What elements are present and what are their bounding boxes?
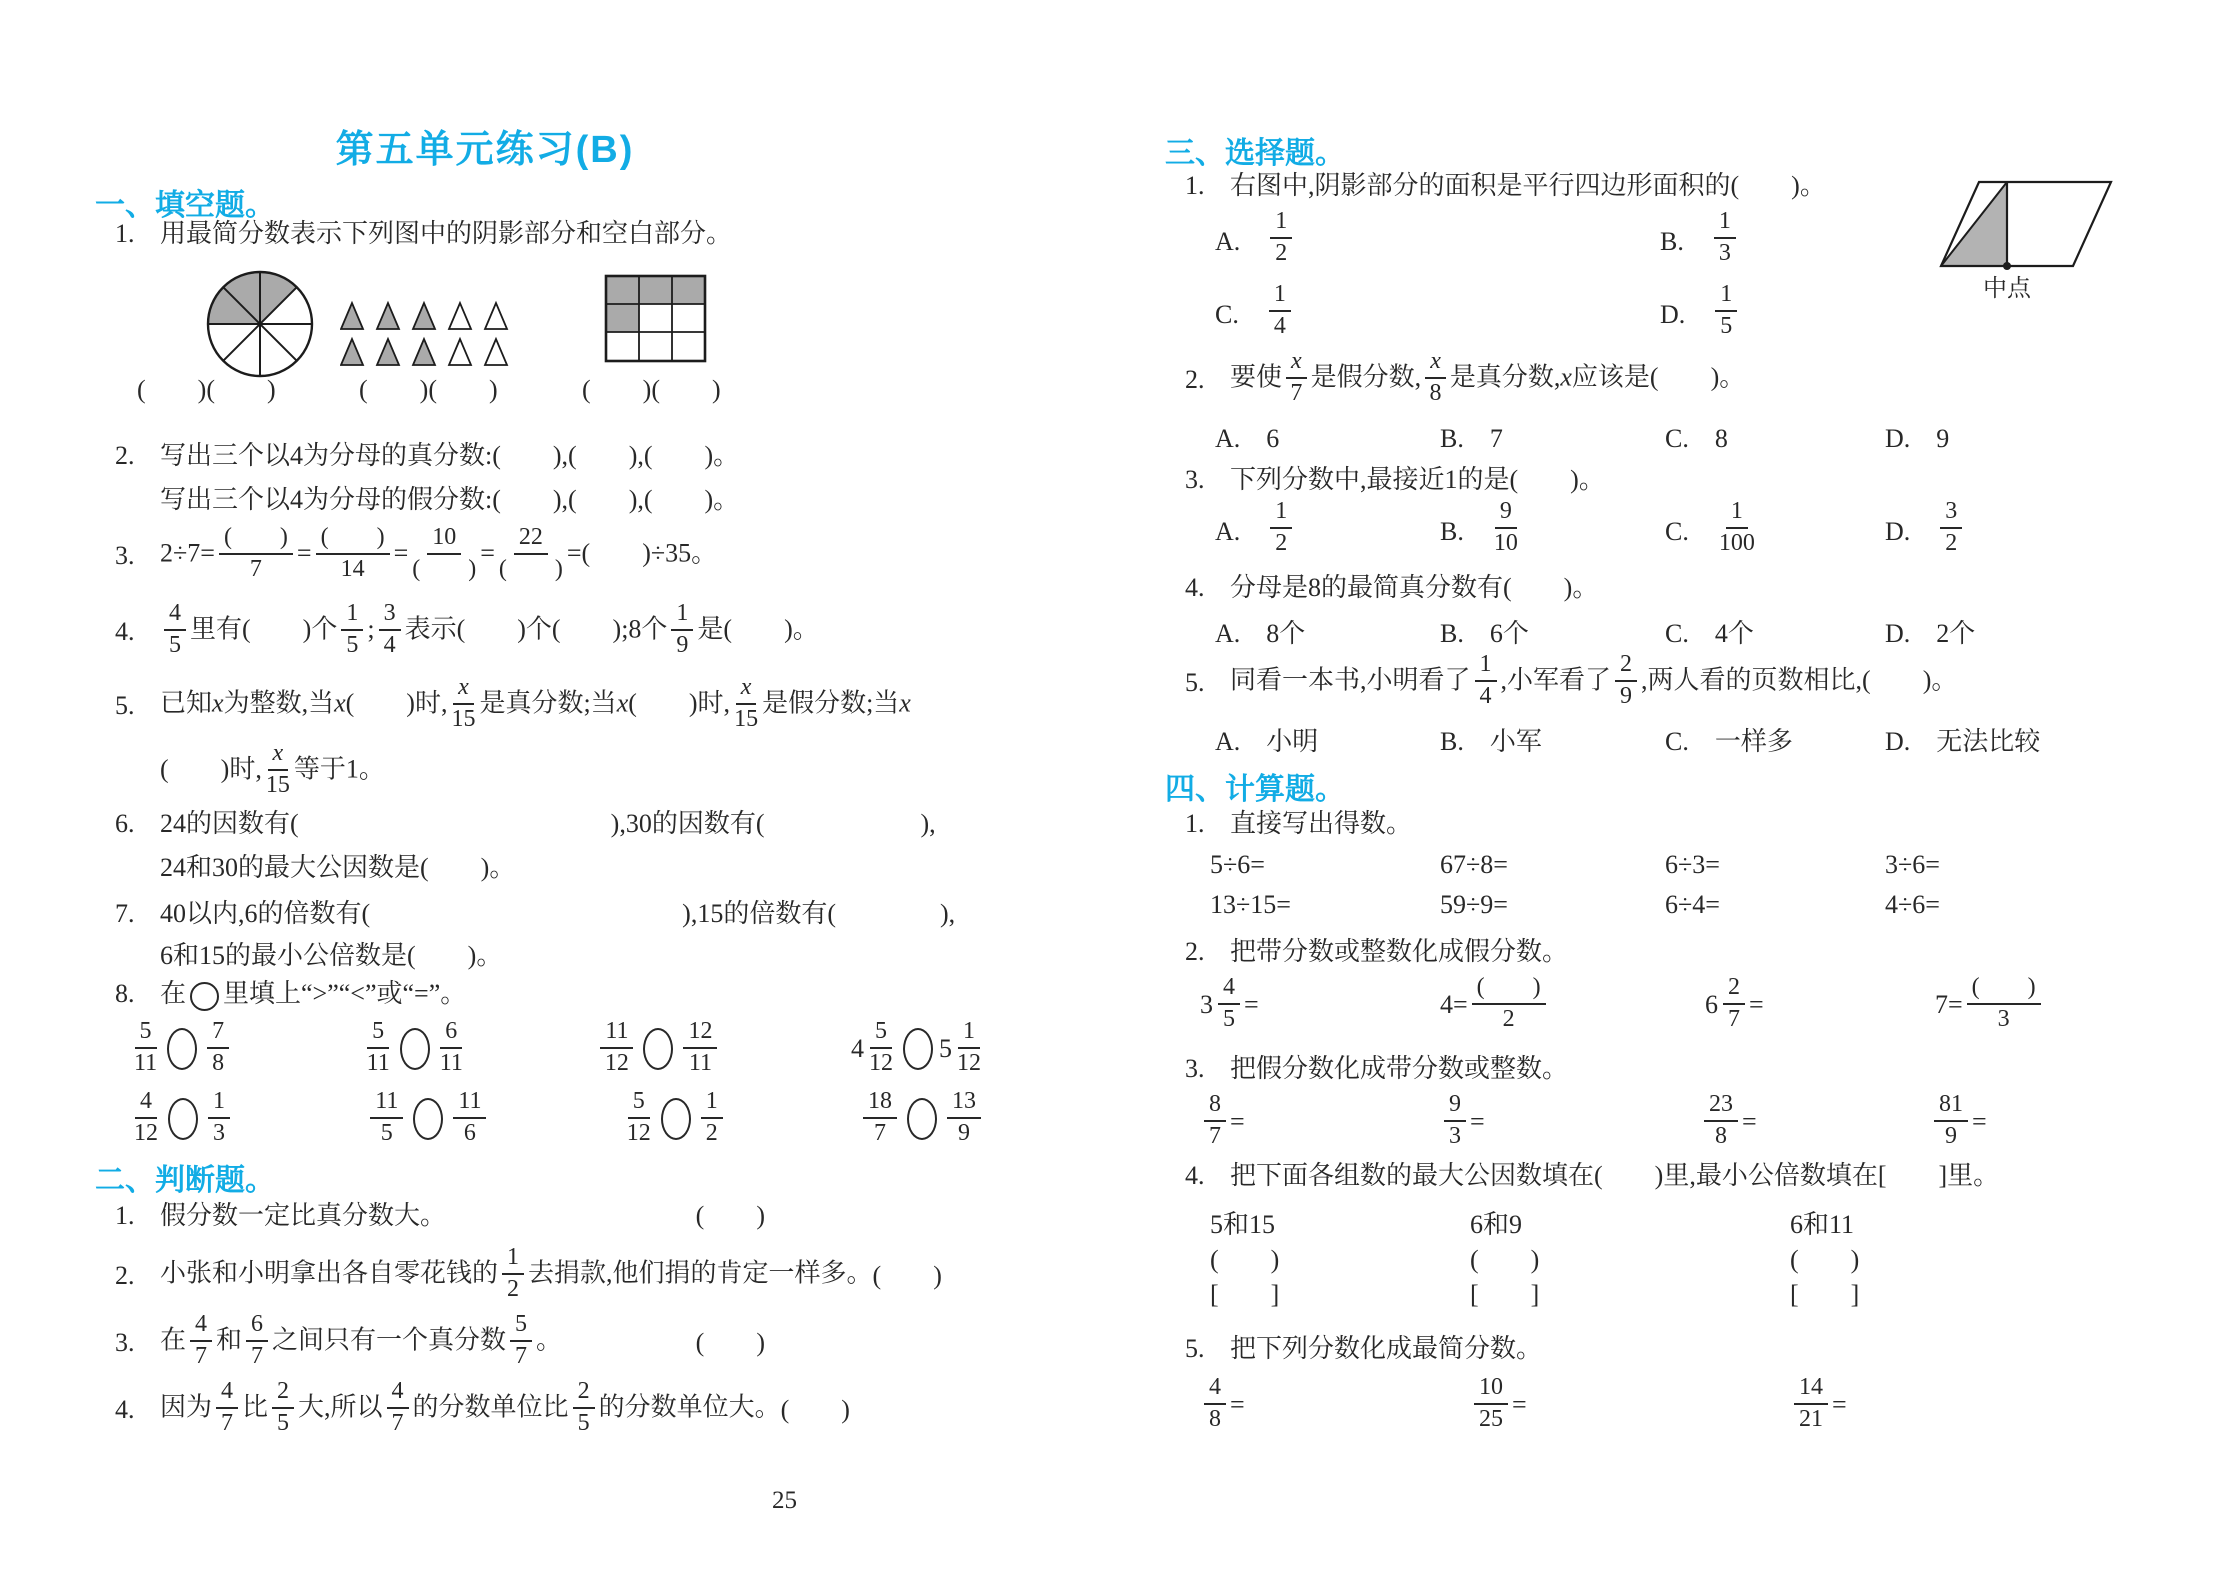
fill-q8-head [115, 976, 466, 1011]
calc-q1-row1 [1210, 850, 1940, 880]
triangle-group-figure [340, 299, 510, 369]
question-number: 1. [1185, 809, 1205, 838]
question-number: 5. [1185, 667, 1205, 697]
page-title: 第五单元练习(B) [335, 129, 635, 171]
option-c: C. 8 [1665, 424, 1728, 453]
calc-q2-row [1200, 976, 2045, 1035]
question-text: 把下面各组数的最大公因数填在( )里,最小公倍数填在[ ]里。 [1230, 1161, 2000, 1190]
choice-q2-options [1215, 418, 1949, 455]
judge-item-3 [115, 1313, 765, 1372]
choice-q5 [1185, 653, 1957, 712]
calc-q3-row [1200, 1093, 1987, 1152]
calc-q5-row [1200, 1376, 1847, 1435]
lcm-blank: [ ] [1210, 1280, 1280, 1309]
left-column [95, 0, 1095, 1571]
expression: 4÷6= [1885, 890, 1940, 919]
option-b: B. $\frac{9}{10}$ [1440, 498, 1518, 556]
question-text: 在 $\frac{4}{7}$ 和 $\frac{6}{7}$ 之间只有一个真分数 $\frac{5}{7}$ 。 [160, 1311, 563, 1369]
judge-item-4 [115, 1378, 850, 1439]
question-number: 2. [1185, 937, 1205, 966]
question-number: 1. [115, 1201, 135, 1230]
expression: $\frac{81}{9}$ = [1930, 1093, 1987, 1152]
option-a: A. 8个 [1215, 619, 1306, 648]
judge-item-2 [115, 1244, 942, 1305]
question-text: 40以内,6的倍数有( ),15的倍数有( ), [160, 899, 956, 928]
expression: 6 $\frac{2}{7}$ = [1705, 974, 1764, 1032]
section-heading-fill-in: 一、填空题。 [95, 189, 275, 222]
expression: $\frac{4}{8}$ = [1200, 1376, 1470, 1435]
choice-q1-options [1215, 210, 1741, 342]
right-column [1165, 0, 2185, 1571]
question-text: 要使 $\frac{x}{7}$ 是假分数, $\frac{x}{8}$ 是真分数,x应该是( )。 [1230, 348, 1746, 406]
question-number: 3. [115, 540, 135, 570]
option-a: A. 6 [1215, 424, 1280, 453]
pair-label: 6和11 [1790, 1210, 1855, 1239]
question-text: 把下列分数化成最简分数。 [1230, 1334, 1543, 1363]
option-c: C. 一样多 [1665, 727, 1793, 756]
pair-label: 6和9 [1470, 1210, 1523, 1239]
section-heading-calc: 四、计算题。 [1165, 773, 1345, 806]
option-d: D. $\frac{1}{5}$ [1660, 283, 1741, 342]
option-d: D. 2个 [1885, 619, 1976, 648]
choice-q1 [1185, 168, 1826, 203]
fill-q6-line2 [115, 850, 515, 885]
compare-item: $\frac{4}{12}$ $\frac{1}{3}$ [130, 1090, 234, 1149]
choice-q3-options [1215, 500, 1966, 559]
question-number: 3. [1185, 465, 1205, 494]
compare-item: $\frac{5}{12}$ $\frac{1}{2}$ [623, 1090, 727, 1149]
question-text: 写出三个以4为分母的真分数:( ),( ),( )。 [160, 441, 740, 470]
compare-row-1 [130, 1020, 985, 1079]
number-pair-group [1210, 1205, 1470, 1310]
grid-fraction-figure [604, 274, 708, 364]
blank-pair-triangles: ( )( ) [359, 375, 498, 405]
expression: $\frac{8}{7}$ = [1200, 1093, 1440, 1152]
compare-row-2 [130, 1090, 985, 1149]
question-text: 同看一本书,小明看了 $\frac{1}{4}$ ,小军看了 $\frac{2}{9}$ ,两人看的页数相比,( )。 [1230, 651, 1958, 709]
choice-q3 [1185, 462, 1605, 497]
calc-q1 [1185, 806, 1412, 841]
question-number: 4. [115, 616, 135, 646]
question-number: 5. [115, 690, 135, 720]
calc-q3 [1185, 1051, 1568, 1086]
option-d: D. 9 [1885, 424, 1950, 453]
judge-answer-blank: ( ) [872, 1260, 942, 1290]
expression: 4= $\frac{( )}{2}$ [1440, 976, 1705, 1035]
calc-q4 [1185, 1158, 1999, 1193]
expression: 13÷15= [1210, 890, 1291, 919]
calc-q2 [1185, 934, 1568, 969]
question-number: 2. [115, 441, 135, 470]
calc-q4-groups [1210, 1205, 1859, 1310]
gcf-blank: ( ) [1790, 1245, 1860, 1274]
question-text: 24和30的最大公因数是( )。 [160, 853, 516, 882]
question-text: 2÷7= $\frac{( )}{7}$ = $\frac{( )}{14}$ = $\frac{10}{( )}$ = $\frac{22}{( )}$ =( )÷35。 [160, 524, 718, 582]
question-text: 用最简分数表示下列图中的阴影部分和空白部分。 [160, 219, 733, 248]
fill-q6-line1 [115, 806, 936, 841]
expression: $\frac{9}{3}$ = [1440, 1093, 1700, 1152]
fill-q5-line1 [115, 676, 911, 735]
expression: 3 $\frac{4}{5}$ = [1200, 974, 1259, 1032]
question-text: 写出三个以4为分母的假分数:( ),( ),( )。 [160, 485, 740, 514]
question-text: 6和15的最小公倍数是( )。 [160, 941, 503, 970]
number-pair-group [1470, 1205, 1790, 1310]
compare-item: $\frac{11}{12}$ $\frac{12}{11}$ [596, 1020, 721, 1079]
fill-q7-line2 [115, 938, 502, 973]
option-c: C. 4个 [1665, 619, 1754, 648]
question-number: 5. [1185, 1334, 1205, 1363]
question-number: 4. [115, 1394, 135, 1424]
compare-item: $\frac{11}{5}$ $\frac{11}{6}$ [366, 1090, 490, 1149]
question-text: ( )时, $\frac{x}{15}$ 等于1。 [160, 740, 385, 798]
expression: $\frac{23}{8}$ = [1700, 1093, 1930, 1152]
choice-q2 [1185, 350, 1745, 409]
expression: $\frac{14}{21}$ = [1790, 1376, 1847, 1435]
question-text: $\frac{4}{5}$ 里有( )个 $\frac{1}{5}$ ; $\frac{3}{4}$ 表示( )个( );8个 $\frac{1}{9}$ 是( )。 [160, 602, 819, 661]
question-text: 24的因数有( ),30的因数有( ), [160, 809, 936, 838]
expression: 67÷8= [1440, 850, 1508, 879]
question-text: 把带分数或整数化成假分数。 [1230, 937, 1569, 966]
section-heading-choice: 三、选择题。 [1165, 137, 1345, 170]
question-number: 7. [115, 899, 135, 928]
expression: 6÷3= [1665, 850, 1720, 879]
calc-q1-row2 [1210, 890, 1940, 920]
number-pair-group [1790, 1205, 1859, 1310]
judge-answer-blank: ( ) [695, 1201, 765, 1230]
fill-q2-line1 [115, 438, 739, 473]
option-b: B. 6个 [1440, 619, 1529, 648]
question-number: 2. [115, 1260, 135, 1290]
option-b: B. 小军 [1440, 727, 1542, 756]
expression: 3÷6= [1885, 850, 1940, 879]
blank-pair-circle: ( )( ) [137, 375, 276, 405]
fill-q3 [115, 526, 717, 585]
fill-q2-line2 [115, 482, 739, 517]
fill-q4 [115, 602, 819, 661]
fill-q7-line1 [115, 896, 955, 931]
question-number: 6. [115, 809, 135, 838]
expression: $\frac{10}{25}$ = [1470, 1376, 1790, 1435]
question-text: 分母是8的最简真分数有( )。 [1230, 573, 1599, 602]
parallelogram-figure [1933, 176, 2123, 301]
question-text: 直接写出得数。 [1230, 809, 1413, 838]
fill-q1 [115, 216, 732, 251]
question-text: 在 里填上“>”“<”或“=”。 [160, 976, 466, 1011]
question-number: 2. [1185, 364, 1205, 394]
judge-answer-blank: ( ) [695, 1327, 765, 1357]
question-text: 因为 $\frac{4}{7}$ 比 $\frac{2}{5}$ 大,所以 $\frac{4}{7}$ 的分数单位比 $\frac{2}{5}$ 的分数单位大。 [160, 1378, 781, 1436]
choice-q5-options [1215, 721, 2040, 758]
gcf-blank: ( ) [1210, 1245, 1280, 1274]
option-a: A. 小明 [1215, 727, 1319, 756]
question-number: 3. [1185, 1054, 1205, 1083]
question-number: 4. [1185, 1161, 1205, 1190]
option-a: A. $\frac{1}{2}$ [1215, 210, 1660, 269]
question-number: 3. [115, 1327, 135, 1357]
expression: 5÷6= [1210, 850, 1265, 879]
question-number: 1. [1185, 171, 1205, 200]
page-number: 25 [772, 1487, 797, 1514]
question-number: 8. [115, 979, 135, 1008]
question-text: 右图中,阴影部分的面积是平行四边形面积的( )。 [1230, 171, 1826, 200]
section-heading-judge: 二、判断题。 [95, 1164, 275, 1197]
option-c: C. $\frac{1}{100}$ [1665, 498, 1755, 556]
option-c: C. $\frac{1}{4}$ [1215, 283, 1660, 342]
lcm-blank: [ ] [1790, 1280, 1860, 1309]
judge-item-1 [115, 1198, 765, 1233]
lcm-blank: [ ] [1470, 1280, 1540, 1309]
question-text: 假分数一定比真分数大。 [160, 1201, 447, 1230]
fill-q5-line2 [115, 742, 385, 801]
expression: 7= $\frac{( )}{3}$ [1935, 976, 2045, 1035]
question-text: 已知x为整数,当x( )时, $\frac{x}{15}$ 是真分数;当x( )时, $\frac{x}{15}$ 是假分数;当x [160, 674, 911, 732]
expression: 6÷4= [1665, 890, 1720, 919]
option-b: B. $\frac{1}{3}$ [1660, 210, 1741, 269]
question-text: 把假分数化成带分数或整数。 [1230, 1054, 1569, 1083]
compare-item: $\frac{5}{11}$ $\frac{6}{11}$ [366, 1018, 463, 1076]
calc-q5 [1185, 1331, 1542, 1366]
question-number: 4. [1185, 573, 1205, 602]
choice-q4-options [1215, 613, 1975, 650]
gcf-blank: ( ) [1470, 1245, 1540, 1274]
compare-item: 4 $\frac{5}{12}$ 5 $\frac{1}{12}$ [850, 1018, 981, 1076]
question-number: 1. [115, 219, 135, 248]
option-a: A. $\frac{1}{2}$ [1215, 500, 1440, 559]
compare-item: $\frac{18}{7}$ $\frac{13}{9}$ [859, 1090, 985, 1149]
blank-pair-grid: ( )( ) [582, 375, 721, 405]
option-b: B. 7 [1440, 424, 1503, 453]
option-d: D. 无法比较 [1885, 727, 2041, 756]
option-d: D. $\frac{3}{2}$ [1885, 500, 1966, 559]
midpoint-label: 中点 [1983, 276, 2031, 302]
circle-fraction-figure [204, 268, 316, 380]
question-text: 下列分数中,最接近1的是( )。 [1230, 465, 1605, 494]
pair-label: 5和15 [1210, 1210, 1276, 1239]
choice-q4 [1185, 570, 1598, 605]
expression: 59÷9= [1440, 890, 1508, 919]
question-text: 小张和小明拿出各自零花钱的 $\frac{1}{2}$ 去捐款,他们捐的肯定一样多。 [160, 1244, 873, 1302]
compare-item: $\frac{5}{11}$ $\frac{7}{8}$ [130, 1020, 233, 1079]
judge-answer-blank: ( ) [780, 1394, 850, 1424]
